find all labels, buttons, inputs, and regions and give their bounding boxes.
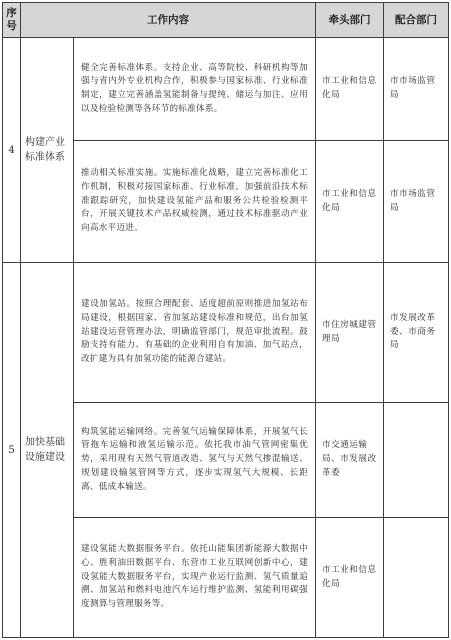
coop-department-cell: [384, 403, 449, 518]
task-table: [2, 2, 448, 638]
coop-department-cell: 市市场监管局: [384, 141, 449, 263]
header-coop: 配合部门: [384, 3, 449, 38]
lead-department-cell: 市住房城建管理局: [316, 263, 384, 403]
header-lead: 牵头部门: [316, 3, 384, 38]
work-content-cell: 推动相关标准实施。实施标准化战略，建立完善标准化工作机制，积极对接国家标准、行业标准，加强前沿技术标准跟踪研究，加快建设氢能产品和服务公共检验检测平台，开展关键技术产品权威检测，通过技术标准驱动产业向高水平迈进。: [74, 141, 316, 263]
row-index: 5: [3, 263, 21, 638]
row-index: 4: [3, 38, 21, 263]
lead-department-cell: 市工业和信息化局: [316, 38, 384, 141]
work-content-cell: 建设氢能大数据服务平台。依托山能集团新能源大数据中心、胜利油田数据平台、东营市工业互联网创新中心，建设氢能大数据服务平台，实现产业运行监测、氢气质量追溯、加氢站和燃料电池汽车运行维护监测、氢能利用碳强度测算与管理服务等。: [74, 518, 316, 638]
header-index: 序号: [3, 3, 21, 38]
lead-department-cell: 市工业和信息化局: [316, 141, 384, 263]
table-row: [3, 38, 449, 141]
coop-department-cell: 市市场监管局: [384, 38, 449, 141]
lead-department-cell: 市交通运输局、市发展改革委: [316, 403, 384, 518]
header-work: 工作内容: [21, 3, 316, 38]
lead-department-cell: 市工业和信息化局: [316, 518, 384, 638]
work-content-cell: 建设加氢站。按照合理配套、适度超前原则推进加氢站布局建设，根据国家、省加氢站建设标准和规范，出台加氢站建设运营管理办法，明确监管部门，规范审批流程。鼓励支持有能力、有基础的企业利用自有加油、加气站点，改扩建为具有加氢功能的能源合建站。: [74, 263, 316, 403]
work-content-cell: 构筑氢能运输网络。完善氢气运输保障体系，开展氢气长管拖车运输和液氢运输示范。依托我市油气管网密集优势，采用现有天然气管道改造、氢气与天然气掺混输送、规划建设输氢管网等方式，逐步实现氢气大规模、长距离、低成本输送。: [74, 403, 316, 518]
table-row: [3, 263, 449, 403]
work-content-cell: 健全完善标准体系。支持企业、高等院校、科研机构等加强与省内外专业机构合作，积极参与国家标准、行业标准制定，建立完善涵盖氢能制备与提纯、储运与加注、应用以及检验检测等各环节的标准体系。: [74, 38, 316, 141]
coop-department-cell: 市发展改革委、市商务局: [384, 263, 449, 403]
row-category: 构建产业标准体系: [21, 38, 74, 263]
table-header-row: [3, 3, 449, 38]
coop-department-cell: [384, 518, 449, 638]
row-category: 加快基础设施建设: [21, 263, 74, 638]
